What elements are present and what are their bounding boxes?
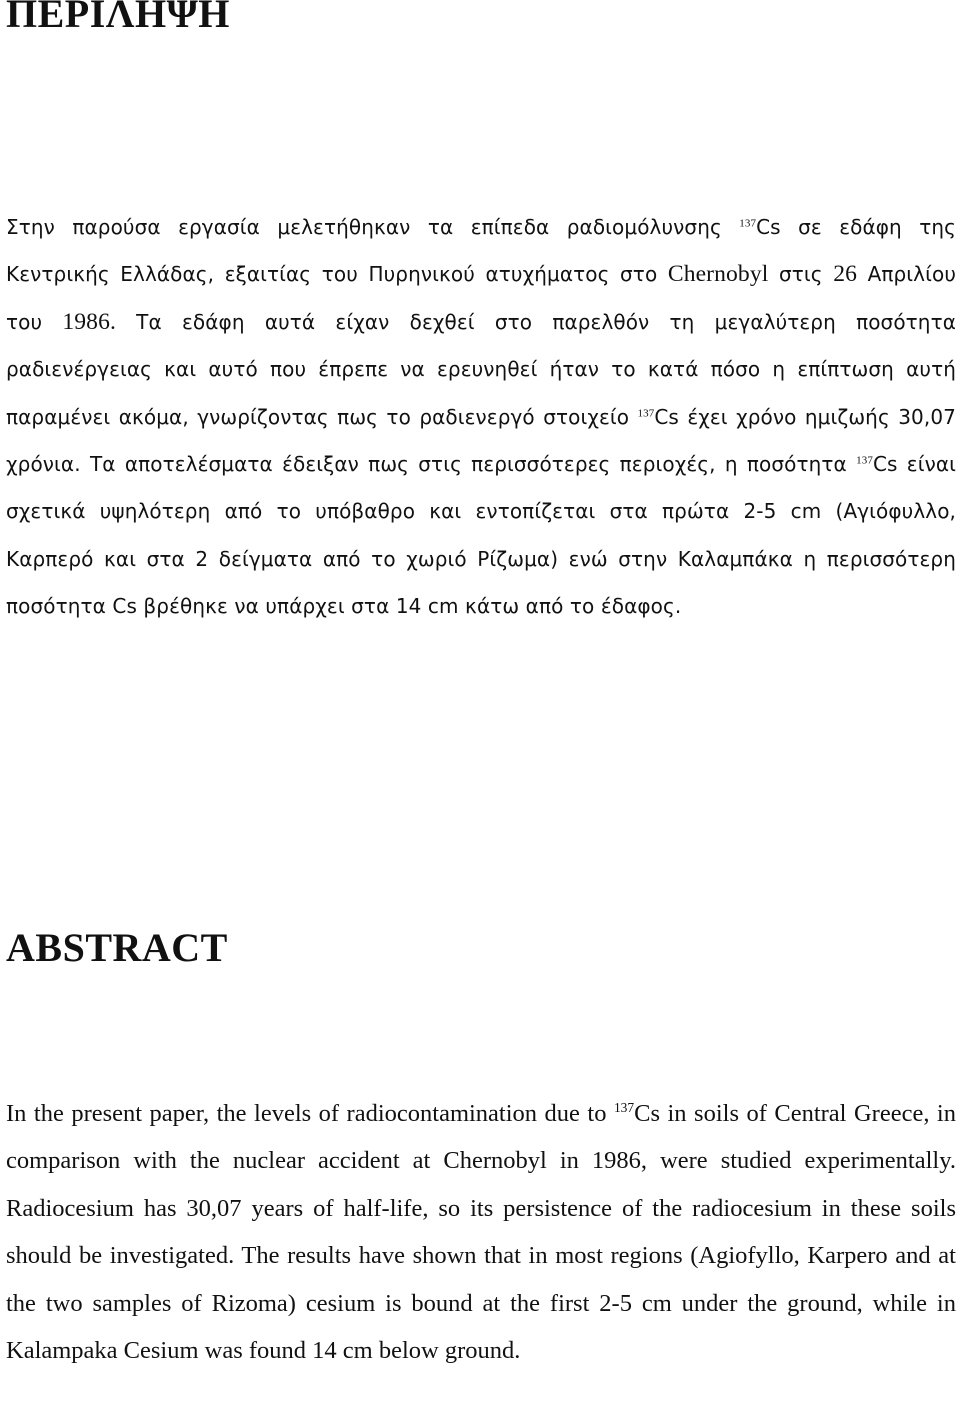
- text-run-serif: 1986.: [62, 308, 116, 335]
- text-run: Απριλίου του: [6, 262, 956, 334]
- text-run: Στην παρούσα εργασία μελετήθηκαν τα επίπεδα ραδιομόλυνσης: [6, 215, 740, 239]
- text-run: Cs έχει χρόνο ημιζωής 30,07 χρόνια. Τα αποτελέσματα έδειξαν πως στις περισσότερες περιοχές, η ποσότητα: [6, 404, 956, 477]
- greek-abstract-paragraph: [6, 204, 956, 631]
- text-run: Cs in soils of Central Greece, in comparison with the nuclear accident at Chernobyl in 1986, were studied experimentally. Radiocesium has 30,07 years of half-life, so its persistence of the radiocesium in these soils should be investigated. The results have shown that in most regions (Agiofyllo, Karpero and at the two samples of Rizoma) cesium is bound at the first 2-5 cm under the ground, while in Kalampaka Cesium was found 14 cm below ground.: [6, 1100, 956, 1365]
- english-abstract-heading: ABSTRACT: [6, 925, 228, 970]
- text-run: Cs σε εδάφη της Κεντρικής Ελλάδας, εξαιτίας του Πυρηνικού ατυχήματος στο: [6, 215, 956, 287]
- text-run: στις: [768, 262, 834, 287]
- text-run-serif: Chernobyl: [667, 261, 769, 288]
- isotope-mass-number: 137: [637, 406, 655, 419]
- text-run: Cs είναι σχετικά υψηλότερη από το υπόβαθρο και εντοπίζεται στα πρώτα 2-5 cm (Αγιόφυλλο, Καρπερό και στα 2 δείγματα από το χωριό Ρίζωμα) ενώ στην Καλαμπάκα η περισσότερη ποσότητα Cs βρέθηκε να υπάρχει στα 14 cm κάτω από το έδαφος.: [6, 452, 957, 619]
- text-run-serif: 26: [833, 261, 857, 288]
- isotope-mass-number: 137: [739, 217, 757, 230]
- text-run: Τα εδάφη αυτά είχαν δεχθεί στο παρελθόν τη μεγαλύτερη ποσότητα ραδιενέργειας και αυτό που έπρεπε να ερευνηθεί ήταν το κατά πόσο η επίπτωση αυτή παραμένει ακόμα, γνωρίζοντας πως το ραδιενεργό στοιχείο: [6, 309, 957, 429]
- isotope-mass-number: 137: [856, 454, 873, 467]
- english-abstract-paragraph: [6, 1090, 956, 1374]
- isotope-mass-number: 137: [613, 1099, 635, 1115]
- greek-abstract-heading: ΠΕΡΙΛΗΨΗ: [6, 0, 230, 36]
- text-run: In the present paper, the levels of radiocontamination due to: [6, 1100, 614, 1127]
